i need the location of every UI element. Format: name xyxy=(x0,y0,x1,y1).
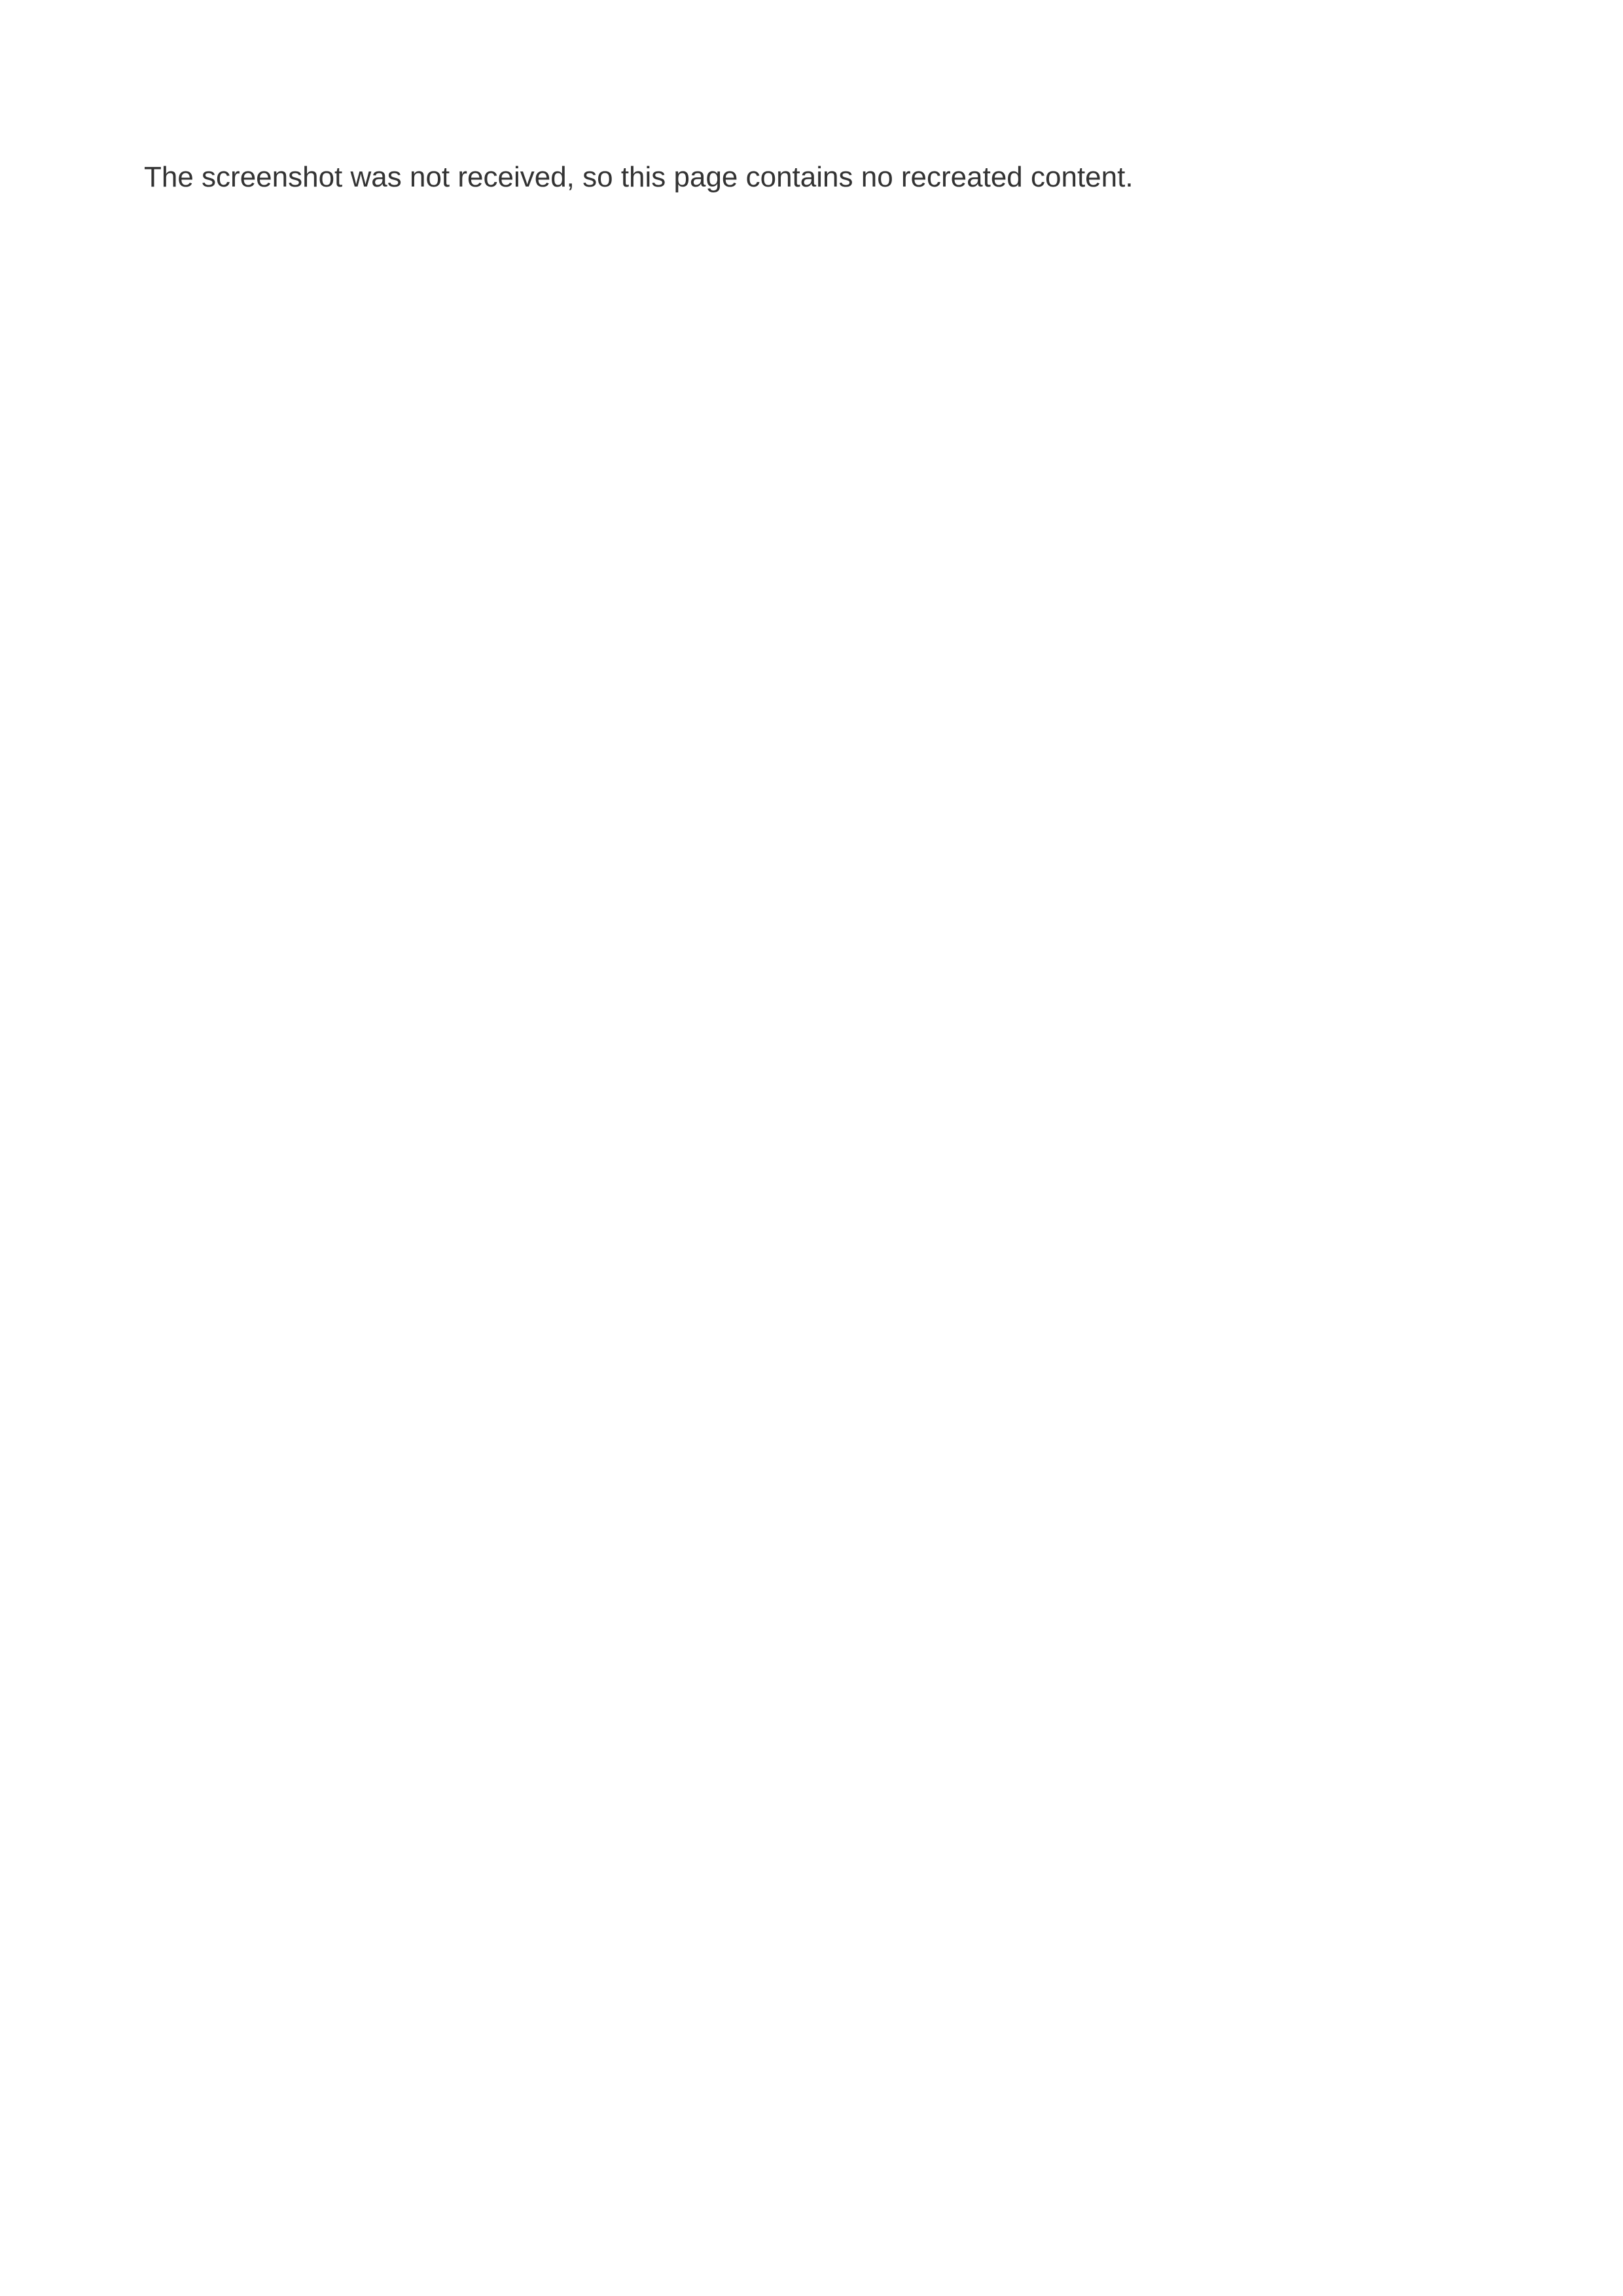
missing-image-notice: The screenshot was not received, so this page contains no recreated content. xyxy=(144,161,1133,193)
